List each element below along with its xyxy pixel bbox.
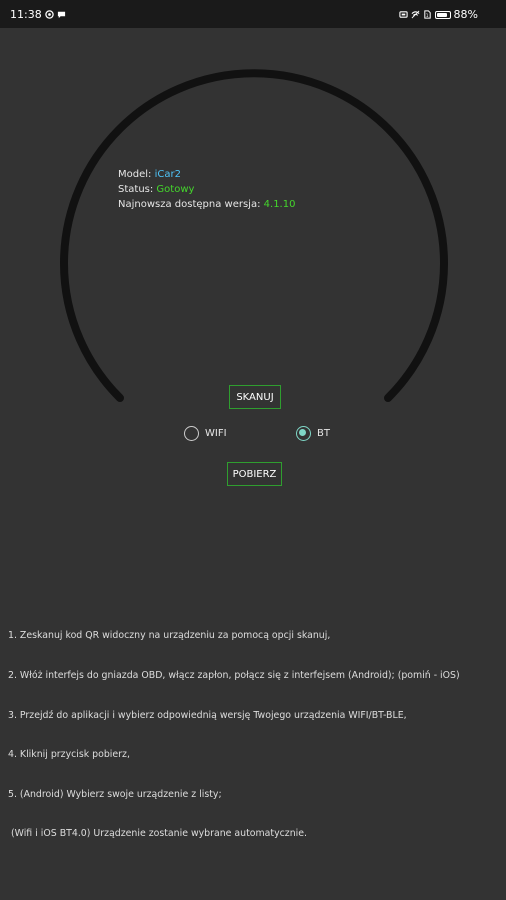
status-time: 11:38 [10, 8, 42, 21]
battery-percent: 88% [453, 8, 478, 21]
bt-radio-label: BT [317, 428, 330, 439]
instruction-line: 1. Zeskanuj kod QR widoczny na urządzeniu za pomocą opcji skanuj, [8, 630, 331, 642]
download-button[interactable]: POBIERZ [227, 462, 282, 486]
instruction-line: (Wifi i iOS BT4.0) Urządzenie zostanie wybrane automatycznie. [8, 828, 307, 840]
instruction-line: 2. Włóż interfejs do gniazda OBD, włącz zapłon, połącz się z interfejsem (Android); (pomiń - iOS) [8, 670, 460, 682]
model-row [118, 167, 295, 182]
bt-radio[interactable] [296, 426, 330, 441]
model-value: iCar2 [154, 169, 181, 180]
svg-text:1: 1 [425, 12, 429, 18]
status-row [118, 182, 295, 197]
scan-button[interactable]: SKANUJ [229, 385, 281, 409]
instruction-line: 5. (Android) Wybierz swoje urządzenie z listy; [8, 788, 222, 800]
version-value: 4.1.10 [263, 199, 296, 210]
instruction-line: 4. Kliknij przycisk pobierz, [8, 749, 130, 761]
version-row [118, 197, 295, 212]
bt-radio-circle[interactable] [296, 426, 311, 441]
wifi-radio-label: WIFI [205, 428, 227, 439]
status-label: Status: [118, 184, 154, 195]
status-value: Gotowy [156, 184, 195, 195]
wifi-radio-circle[interactable] [184, 426, 199, 441]
instructions [8, 603, 502, 854]
wifi-radio[interactable] [184, 426, 227, 441]
instruction-line: 3. Przejdź do aplikacji i wybierz odpowiednią wersję Twojego urządzenia WIFI/BT-BLE, [8, 709, 407, 721]
model-label: Model: [118, 169, 152, 180]
connection-radio-group [184, 426, 344, 446]
device-info [118, 167, 295, 212]
version-label: Najnowsza dostępna wersja: [118, 199, 261, 210]
